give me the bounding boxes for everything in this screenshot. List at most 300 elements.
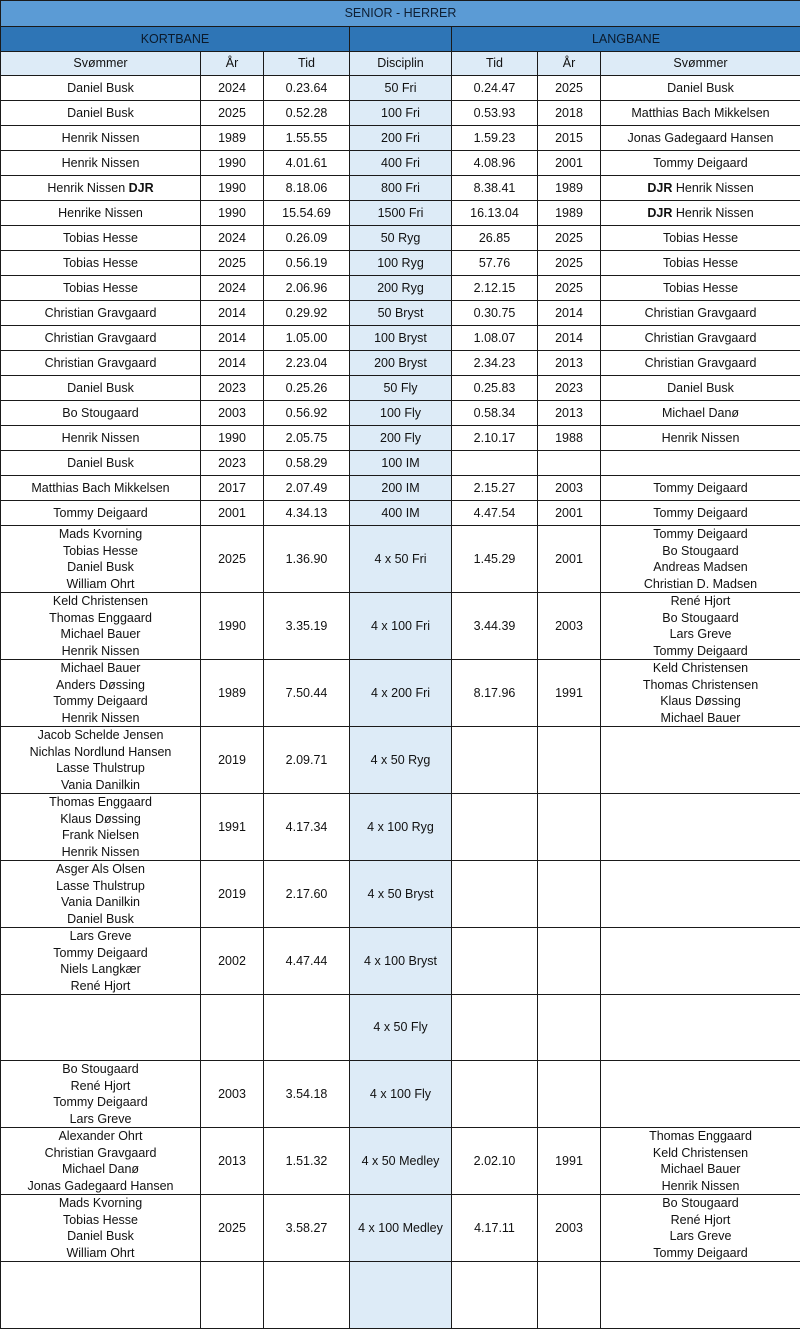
swimmer-name: Lars Greve (670, 627, 732, 641)
discipline-cell: 400 Fri (350, 151, 452, 176)
swimmer-name-line (4, 911, 197, 928)
short-swimmer-cell (1, 426, 201, 451)
swimmer-name-line (604, 693, 797, 710)
swimmer-name-line (604, 155, 797, 172)
swimmer-name-line (4, 811, 197, 828)
long-swimmer-cell (601, 727, 800, 794)
swimmer-name-line (604, 480, 797, 497)
discipline-cell: 4 x 50 Bryst (350, 861, 452, 928)
swimmer-name-line (4, 205, 197, 222)
swimmer-name: Michael Danø (62, 1162, 139, 1176)
table-row (1, 794, 800, 861)
table-row (1, 660, 800, 727)
short-year-cell: 1989 (201, 660, 264, 727)
long-swimmer-cell (601, 376, 800, 401)
discipline-cell: 400 IM (350, 501, 452, 526)
long-time-cell: 4.47.54 (452, 501, 538, 526)
swimmer-name: Niels Langkær (60, 962, 141, 976)
swimmer-name: Tobias Hesse (63, 1213, 138, 1227)
swimmer-name: René Hjort (71, 979, 131, 993)
swimmer-name: Daniel Busk (67, 456, 134, 470)
swimmer-name: Henrik Nissen (662, 1179, 740, 1193)
discipline-cell (350, 1262, 452, 1329)
short-swimmer-cell (1, 376, 201, 401)
swimmer-name-line (4, 626, 197, 643)
swimmer-name: Christian Gravgaard (45, 306, 157, 320)
long-time-cell: 57.76 (452, 251, 538, 276)
swimmer-name: Michael Bauer (661, 711, 741, 725)
swimmer-name: Lasse Thulstrup (56, 879, 145, 893)
swimmer-name: Klaus Døssing (60, 812, 141, 826)
long-year-cell (538, 861, 601, 928)
short-time-cell: 7.50.44 (264, 660, 350, 727)
short-year-cell: 2003 (201, 1061, 264, 1128)
swimmer-name-line (4, 593, 197, 610)
short-year-cell: 2002 (201, 928, 264, 995)
long-year-cell: 2001 (538, 526, 601, 593)
swimmer-name: Andreas Madsen (653, 560, 748, 574)
swimmer-name-line (4, 1061, 197, 1078)
long-time-cell: 8.38.41 (452, 176, 538, 201)
swimmer-name-line (604, 643, 797, 660)
short-swimmer-cell (1, 76, 201, 101)
table-row (1, 1195, 800, 1262)
swimmer-name-line (604, 305, 797, 322)
short-time-cell: 2.23.04 (264, 351, 350, 376)
long-year-cell: 2023 (538, 376, 601, 401)
short-swimmer-cell (1, 251, 201, 276)
section-spacer (350, 27, 452, 52)
long-swimmer-cell (601, 1262, 800, 1329)
short-swimmer-cell (1, 1128, 201, 1195)
long-swimmer-cell (601, 501, 800, 526)
short-swimmer-cell (1, 101, 201, 126)
swimmer-name-line (4, 777, 197, 794)
long-year-cell: 2013 (538, 401, 601, 426)
swimmer-name: Mads Kvorning (59, 527, 142, 541)
short-swimmer-cell (1, 1061, 201, 1128)
short-time-cell: 2.07.49 (264, 476, 350, 501)
long-year-cell: 2025 (538, 251, 601, 276)
long-time-cell: 0.24.47 (452, 76, 538, 101)
swimmer-name: Thomas Enggaard (49, 795, 152, 809)
short-time-cell: 4.01.61 (264, 151, 350, 176)
short-year-cell: 2025 (201, 251, 264, 276)
short-year-cell: 2014 (201, 351, 264, 376)
swimmer-name-line (604, 205, 797, 222)
swimmer-name: Tommy Deigaard (653, 644, 747, 658)
swimmer-name-line (604, 1245, 797, 1262)
section-langbane: LANGBANE (452, 27, 800, 52)
long-time-cell (452, 794, 538, 861)
swimmer-name: René Hjort (671, 1213, 731, 1227)
header-long-swimmer: Svømmer (601, 52, 800, 76)
swimmer-name-line (4, 1078, 197, 1095)
swimmer-name: Henrik Nissen (676, 206, 754, 220)
record-badge: DJR (129, 181, 154, 195)
long-year-cell: 2014 (538, 301, 601, 326)
swimmer-name: Daniel Busk (67, 912, 134, 926)
header-short-time: Tid (264, 52, 350, 76)
long-year-cell: 2025 (538, 226, 601, 251)
short-swimmer-cell (1, 151, 201, 176)
discipline-cell: 4 x 50 Medley (350, 1128, 452, 1195)
short-swimmer-cell (1, 176, 201, 201)
swimmer-name: Henrik Nissen (676, 181, 754, 195)
discipline-cell: 200 Bryst (350, 351, 452, 376)
swimmer-name: Vania Danilkin (61, 778, 140, 792)
long-swimmer-cell (601, 301, 800, 326)
long-year-cell: 1991 (538, 1128, 601, 1195)
swimmer-name: Bo Stougaard (662, 544, 738, 558)
swimmer-name: Daniel Busk (67, 1229, 134, 1243)
swimmer-name: Tobias Hesse (63, 231, 138, 245)
long-year-cell: 1989 (538, 201, 601, 226)
header-long-time: Tid (452, 52, 538, 76)
short-year-cell (201, 995, 264, 1061)
long-swimmer-cell (601, 251, 800, 276)
long-swimmer-cell (601, 401, 800, 426)
swimmer-name: Henrik Nissen (47, 181, 125, 195)
long-year-cell (538, 1262, 601, 1329)
discipline-cell: 4 x 200 Fri (350, 660, 452, 727)
long-time-cell: 0.58.34 (452, 401, 538, 426)
swimmer-name-line (4, 744, 197, 761)
swimmer-name: Michael Danø (662, 406, 739, 420)
swimmer-name-line (4, 610, 197, 627)
swimmer-name: Henrik Nissen (62, 131, 140, 145)
swimmer-name-line (4, 1145, 197, 1162)
swimmer-name-line (4, 455, 197, 472)
swimmer-name-line (4, 660, 197, 677)
swimmer-name-line (4, 576, 197, 593)
short-time-cell: 4.47.44 (264, 928, 350, 995)
short-swimmer-cell (1, 501, 201, 526)
swimmer-name-line (4, 230, 197, 247)
long-time-cell: 2.10.17 (452, 426, 538, 451)
table-row (1, 501, 800, 526)
swimmer-name-line (604, 1195, 797, 1212)
swimmer-name-line (4, 255, 197, 272)
short-year-cell: 2024 (201, 226, 264, 251)
long-time-cell (452, 1061, 538, 1128)
short-year-cell: 2017 (201, 476, 264, 501)
swimmer-name-line (4, 710, 197, 727)
swimmer-name-line (4, 80, 197, 97)
swimmer-name: Jonas Gadegaard Hansen (628, 131, 774, 145)
short-swimmer-cell (1, 794, 201, 861)
long-year-cell (538, 995, 601, 1061)
swimmer-name: Christian Gravgaard (645, 356, 757, 370)
swimmer-name-line (4, 1228, 197, 1245)
table-row (1, 301, 800, 326)
discipline-cell: 50 Ryg (350, 226, 452, 251)
swimmer-name: Henrik Nissen (62, 431, 140, 445)
swimmer-name: Thomas Enggaard (649, 1129, 752, 1143)
discipline-cell: 200 Fly (350, 426, 452, 451)
swimmer-name-line (4, 526, 197, 543)
short-swimmer-cell (1, 301, 201, 326)
swimmer-name-line (604, 130, 797, 147)
swimmer-name-line (4, 643, 197, 660)
long-time-cell (452, 727, 538, 794)
swimmer-name-line (4, 861, 197, 878)
short-time-cell: 1.55.55 (264, 126, 350, 151)
long-year-cell (538, 451, 601, 476)
long-swimmer-cell (601, 101, 800, 126)
swimmer-name-line (604, 355, 797, 372)
short-time-cell: 1.36.90 (264, 526, 350, 593)
long-time-cell (452, 928, 538, 995)
long-year-cell: 2003 (538, 593, 601, 660)
short-year-cell: 2019 (201, 861, 264, 928)
table-row (1, 1262, 800, 1329)
long-year-cell (538, 794, 601, 861)
long-time-cell (452, 1262, 538, 1329)
long-swimmer-cell (601, 126, 800, 151)
swimmer-name-line (604, 80, 797, 97)
swimmer-name: Michael Bauer (61, 661, 141, 675)
swimmer-name: Henrik Nissen (662, 431, 740, 445)
swimmer-name: Thomas Christensen (643, 678, 758, 692)
short-year-cell: 2025 (201, 526, 264, 593)
short-year-cell: 2014 (201, 326, 264, 351)
swimmer-name: Daniel Busk (67, 106, 134, 120)
swimmer-name-line (604, 105, 797, 122)
swimmer-name: Henrik Nissen (62, 644, 140, 658)
swimmer-name: Tommy Deigaard (53, 694, 147, 708)
table-row (1, 995, 800, 1061)
swimmer-name: Klaus Døssing (660, 694, 741, 708)
short-time-cell: 0.26.09 (264, 226, 350, 251)
long-time-cell: 1.08.07 (452, 326, 538, 351)
long-swimmer-cell (601, 151, 800, 176)
short-year-cell: 1991 (201, 794, 264, 861)
long-swimmer-cell (601, 861, 800, 928)
long-swimmer-cell (601, 201, 800, 226)
swimmer-name: Daniel Busk (667, 81, 734, 95)
short-year-cell: 2023 (201, 451, 264, 476)
swimmer-name: Bo Stougaard (662, 611, 738, 625)
swimmer-name-line (4, 677, 197, 694)
short-year-cell (201, 1262, 264, 1329)
swimmer-name: Tobias Hesse (63, 544, 138, 558)
swimmer-name-line (4, 945, 197, 962)
long-time-cell (452, 861, 538, 928)
long-swimmer-cell (601, 276, 800, 301)
short-year-cell: 1990 (201, 593, 264, 660)
short-year-cell: 1990 (201, 201, 264, 226)
swimmer-name-line (604, 1161, 797, 1178)
swimmer-name: Daniel Busk (67, 560, 134, 574)
short-swimmer-cell (1, 276, 201, 301)
swimmer-name: Henrik Nissen (62, 156, 140, 170)
short-year-cell: 2024 (201, 76, 264, 101)
long-time-cell: 2.12.15 (452, 276, 538, 301)
long-year-cell: 2018 (538, 101, 601, 126)
swimmer-name-line (604, 626, 797, 643)
swimmer-name-line (604, 1212, 797, 1229)
swimmer-name: Keld Christensen (53, 594, 148, 608)
short-year-cell: 1989 (201, 126, 264, 151)
long-time-cell (452, 995, 538, 1061)
long-time-cell: 1.45.29 (452, 526, 538, 593)
swimmer-name-line (4, 878, 197, 895)
header-long-year: År (538, 52, 601, 76)
long-year-cell: 2013 (538, 351, 601, 376)
swimmer-name-line (604, 330, 797, 347)
table-row (1, 1128, 800, 1195)
discipline-cell: 800 Fri (350, 176, 452, 201)
swimmer-name: Anders Døssing (56, 678, 145, 692)
discipline-cell: 4 x 50 Fri (350, 526, 452, 593)
table-row (1, 226, 800, 251)
swimmer-name: Christian D. Madsen (644, 577, 757, 591)
swimmer-name: Christian Gravgaard (45, 331, 157, 345)
swimmer-name-line (604, 576, 797, 593)
swimmer-name-line (4, 380, 197, 397)
table-row (1, 928, 800, 995)
long-year-cell (538, 1061, 601, 1128)
short-swimmer-cell (1, 861, 201, 928)
table-row (1, 201, 800, 226)
swimmer-name: Asger Als Olsen (56, 862, 145, 876)
long-year-cell: 2003 (538, 1195, 601, 1262)
swimmer-name-line (604, 1128, 797, 1145)
long-year-cell: 1991 (538, 660, 601, 727)
short-time-cell: 0.29.92 (264, 301, 350, 326)
swimmer-name: Jacob Schelde Jensen (38, 728, 164, 742)
swimmer-name-line (4, 1178, 197, 1195)
short-time-cell: 0.23.64 (264, 76, 350, 101)
long-year-cell: 1989 (538, 176, 601, 201)
short-year-cell: 2003 (201, 401, 264, 426)
discipline-cell: 100 Fri (350, 101, 452, 126)
short-time-cell: 3.58.27 (264, 1195, 350, 1262)
short-swimmer-cell (1, 126, 201, 151)
swimmer-name: Bo Stougaard (62, 406, 138, 420)
swimmer-name-line (604, 430, 797, 447)
short-swimmer-cell (1, 660, 201, 727)
swimmer-name-line (604, 280, 797, 297)
swimmer-name: Bo Stougaard (662, 1196, 738, 1210)
swimmer-name: Christian Gravgaard (645, 331, 757, 345)
short-time-cell: 15.54.69 (264, 201, 350, 226)
record-badge: DJR (647, 206, 672, 220)
swimmer-name: Matthias Bach Mikkelsen (631, 106, 769, 120)
swimmer-name-line (4, 1128, 197, 1145)
swimmer-name-line (604, 505, 797, 522)
swimmer-name-line (4, 305, 197, 322)
swimmer-name-line (4, 355, 197, 372)
swimmer-name: Keld Christensen (653, 1146, 748, 1160)
short-time-cell: 2.05.75 (264, 426, 350, 451)
swimmer-name: Michael Bauer (61, 627, 141, 641)
record-badge: DJR (647, 181, 672, 195)
short-year-cell: 2013 (201, 1128, 264, 1195)
swimmer-name: Christian Gravgaard (45, 356, 157, 370)
long-swimmer-cell (601, 928, 800, 995)
short-time-cell: 4.34.13 (264, 501, 350, 526)
short-time-cell: 0.56.92 (264, 401, 350, 426)
long-year-cell (538, 928, 601, 995)
short-year-cell: 1990 (201, 151, 264, 176)
long-year-cell: 2003 (538, 476, 601, 501)
swimmer-name-line (604, 230, 797, 247)
swimmer-name-line (4, 760, 197, 777)
short-swimmer-cell (1, 995, 201, 1061)
swimmer-name-line (4, 1161, 197, 1178)
long-swimmer-cell (601, 1195, 800, 1262)
swimmer-name-line (604, 380, 797, 397)
swimmer-name: Lars Greve (70, 929, 132, 943)
short-time-cell: 3.54.18 (264, 1061, 350, 1128)
long-swimmer-cell (601, 76, 800, 101)
table-row (1, 476, 800, 501)
swimmer-name: Christian Gravgaard (645, 306, 757, 320)
long-swimmer-cell (601, 351, 800, 376)
swimmer-name: Daniel Busk (667, 381, 734, 395)
long-time-cell: 2.34.23 (452, 351, 538, 376)
short-time-cell (264, 1262, 350, 1329)
discipline-cell: 4 x 50 Fly (350, 995, 452, 1061)
swimmer-name-line (4, 928, 197, 945)
table-row (1, 593, 800, 660)
long-year-cell: 2015 (538, 126, 601, 151)
long-swimmer-cell (601, 1061, 800, 1128)
swimmer-name: Daniel Busk (67, 81, 134, 95)
discipline-cell: 100 IM (350, 451, 452, 476)
short-swimmer-cell (1, 326, 201, 351)
swimmer-name: Tommy Deigaard (653, 1246, 747, 1260)
long-year-cell: 2014 (538, 326, 601, 351)
swimmer-name: René Hjort (671, 594, 731, 608)
table-row (1, 176, 800, 201)
swimmer-name-line (604, 526, 797, 543)
swimmer-name: Henrike Nissen (58, 206, 143, 220)
long-time-cell: 4.08.96 (452, 151, 538, 176)
short-time-cell (264, 995, 350, 1061)
swimmer-name-line (604, 543, 797, 560)
swimmer-name-line (604, 1145, 797, 1162)
short-year-cell: 2001 (201, 501, 264, 526)
swimmer-name: Thomas Enggaard (49, 611, 152, 625)
swimmer-name-line (604, 405, 797, 422)
short-swimmer-cell (1, 1195, 201, 1262)
swimmer-name-line (4, 105, 197, 122)
long-time-cell: 26.85 (452, 226, 538, 251)
short-year-cell: 2019 (201, 727, 264, 794)
swimmer-name: Vania Danilkin (61, 895, 140, 909)
long-time-cell: 1.59.23 (452, 126, 538, 151)
swimmer-name-line (4, 559, 197, 576)
swimmer-name: Tommy Deigaard (53, 1095, 147, 1109)
swimmer-name: Keld Christensen (653, 661, 748, 675)
swimmer-name-line (4, 1111, 197, 1128)
discipline-cell: 50 Bryst (350, 301, 452, 326)
swimmer-name: Tommy Deigaard (653, 156, 747, 170)
swimmer-name: Lars Greve (70, 1112, 132, 1126)
swimmer-name: Tobias Hesse (663, 281, 738, 295)
table-row (1, 401, 800, 426)
discipline-cell: 4 x 100 Bryst (350, 928, 452, 995)
swimmer-name: Michael Bauer (661, 1162, 741, 1176)
long-year-cell (538, 727, 601, 794)
short-swimmer-cell (1, 928, 201, 995)
swimmer-name-line (4, 405, 197, 422)
swimmer-name-line (604, 1228, 797, 1245)
table-row (1, 1061, 800, 1128)
